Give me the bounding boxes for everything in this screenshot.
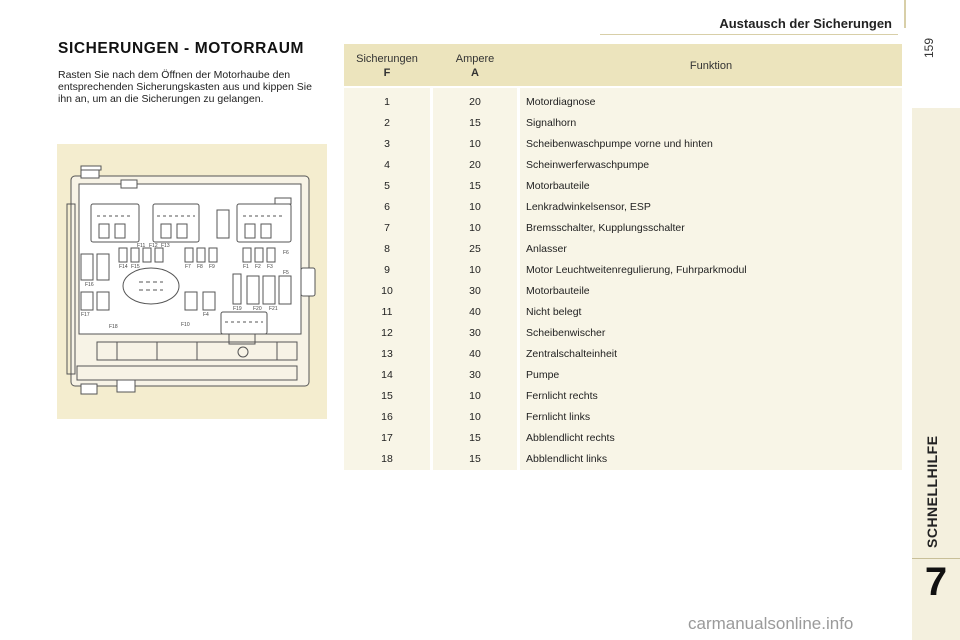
- fuse-ampere: 30: [469, 369, 481, 381]
- fuse-ampere: 10: [469, 222, 481, 234]
- watermark: carmanualsonline.info: [688, 614, 854, 633]
- fuse-number: 16: [381, 411, 393, 423]
- fuse-function: Anlasser: [526, 243, 567, 255]
- table-row: [344, 92, 902, 113]
- header-function: [520, 44, 902, 86]
- label-f4: F4: [203, 312, 209, 318]
- label-f19: F19: [233, 306, 242, 312]
- fuse-function: Zentralschalteinheit: [526, 348, 618, 360]
- table-row: [344, 218, 902, 239]
- table-row: [344, 323, 902, 344]
- fuse-ampere: 15: [469, 117, 481, 129]
- fuse-ampere: 10: [469, 390, 481, 402]
- fuse-ampere: 25: [469, 243, 481, 255]
- header-divider: [904, 0, 906, 28]
- label-f2: F2: [255, 264, 261, 270]
- fusebox-illustration: [57, 144, 327, 419]
- label-f5: F5: [283, 270, 289, 276]
- fuse-ampere: 30: [469, 285, 481, 297]
- label-f17: F17: [81, 312, 90, 318]
- fuse-function: Bremsschalter, Kupplungsschalter: [526, 222, 685, 234]
- fuse-function: Scheibenwischer: [526, 327, 606, 339]
- table-row: [344, 365, 902, 386]
- label-f21: F21: [269, 306, 278, 312]
- table-row: [344, 428, 902, 449]
- table-header: [344, 44, 902, 86]
- fuse-ampere: 15: [469, 432, 481, 444]
- chapter-number: 7: [924, 560, 948, 604]
- fuse-number: 12: [381, 327, 393, 339]
- running-header: Austausch der Sicherungen: [719, 16, 892, 31]
- fuse-number: 4: [384, 159, 390, 171]
- header-fuse: [344, 44, 430, 86]
- fuse-ampere: 15: [469, 453, 481, 465]
- fuse-number: 18: [381, 453, 393, 465]
- fuse-function: Pumpe: [526, 369, 560, 381]
- fuse-number: 11: [381, 306, 393, 318]
- table-row: [344, 449, 902, 470]
- header-function-label: Funktion: [689, 60, 733, 72]
- label-f3: F3: [267, 264, 273, 270]
- fuse-number: 5: [384, 180, 390, 192]
- label-f15: F15: [131, 264, 140, 270]
- label-f10: F10: [181, 322, 190, 328]
- fuse-number: 15: [381, 390, 393, 402]
- fuse-number: 6: [384, 201, 390, 213]
- label-f8: F8: [197, 264, 203, 270]
- fuse-table: [344, 44, 902, 470]
- fuse-number: 1: [384, 96, 390, 108]
- fuse-number: 10: [381, 285, 393, 297]
- fuse-function: Motor Leuchtweitenregulierung, Fuhrparkmodul: [526, 264, 747, 276]
- section-title: SICHERUNGEN - MOTORRAUM: [58, 40, 305, 57]
- fuse-ampere: 15: [469, 180, 481, 192]
- fuse-function: Fernlicht links: [526, 411, 591, 423]
- chapter-rule: [912, 558, 960, 559]
- table-row: [344, 113, 902, 134]
- chapter-label: SCHNELLHILFE: [924, 435, 940, 548]
- fuse-number: 8: [384, 243, 390, 255]
- table-row: [344, 176, 902, 197]
- fuse-number: 3: [384, 138, 390, 150]
- fuse-function: Scheibenwaschpumpe vorne und hinten: [526, 138, 713, 150]
- fuse-function: Signalhorn: [526, 117, 577, 129]
- table-row: [344, 239, 902, 260]
- label-f7: F7: [185, 264, 191, 270]
- header-gap: [344, 86, 902, 88]
- header-rule: [600, 34, 898, 35]
- table-row: [344, 386, 902, 407]
- fuse-ampere: 40: [469, 348, 481, 360]
- fuse-function: Lenkradwinkelsensor, ESP: [526, 201, 651, 213]
- fuse-number: 17: [381, 432, 393, 444]
- label-f9: F9: [209, 264, 215, 270]
- page-number: 159: [922, 37, 936, 58]
- table-row: [344, 407, 902, 428]
- fuse-ampere: 10: [469, 411, 481, 423]
- fuse-ampere: 30: [469, 327, 481, 339]
- fuse-function: Motorbauteile: [526, 180, 590, 192]
- fuse-function: Nicht belegt: [526, 306, 582, 318]
- label-f6: F6: [283, 250, 289, 256]
- table-row: [344, 281, 902, 302]
- fuse-number: 13: [381, 348, 393, 360]
- intro-paragraph: Rasten Sie nach dem Öffnen der Motorhaube den entsprechenden Sicherungskasten aus und kippen Sie ihn an, um an die Sicherungen zu gelangen.: [58, 69, 312, 105]
- fuse-ampere: 10: [469, 264, 481, 276]
- label-f1: F1: [243, 264, 249, 270]
- fuse-function: Abblendlicht rechts: [526, 432, 615, 444]
- header-ampere-symbol: A: [471, 67, 479, 79]
- fuse-function: Motordiagnose: [526, 96, 596, 108]
- header-ampere-label: Ampere: [455, 53, 495, 65]
- fuse-function: Fernlicht rechts: [526, 390, 598, 402]
- chapter-strip-top: [912, 0, 960, 108]
- label-f12: F12: [149, 243, 158, 249]
- table-row: [344, 260, 902, 281]
- fuse-function: Abblendlicht links: [526, 453, 608, 465]
- table-row: [344, 302, 902, 323]
- fuse-function: Scheinwerferwaschpumpe: [526, 159, 650, 171]
- table-row: [344, 197, 902, 218]
- table-row: [344, 134, 902, 155]
- header-ampere: [433, 44, 517, 86]
- label-f11: F11: [137, 243, 146, 249]
- label-f20: F20: [253, 306, 262, 312]
- fuse-ampere: 40: [469, 306, 481, 318]
- header-fuse-label: Sicherungen: [356, 53, 418, 65]
- label-f14: F14: [119, 264, 128, 270]
- label-f16: F16: [85, 282, 94, 288]
- fuse-ampere: 10: [469, 138, 481, 150]
- fuse-ampere: 20: [469, 159, 481, 171]
- fuse-number: 2: [384, 117, 390, 129]
- fuse-function: Motorbauteile: [526, 285, 590, 297]
- header-fuse-symbol: F: [383, 67, 391, 79]
- label-f18: F18: [109, 324, 118, 330]
- fuse-ampere: 20: [469, 96, 481, 108]
- fuse-ampere: 10: [469, 201, 481, 213]
- label-f13: F13: [161, 243, 170, 249]
- fuse-number: 14: [381, 369, 393, 381]
- fuse-number: 9: [384, 264, 390, 276]
- fuse-number: 7: [384, 222, 390, 234]
- table-row: [344, 155, 902, 176]
- table-row: [344, 344, 902, 365]
- fusebox-diagram: [57, 144, 327, 419]
